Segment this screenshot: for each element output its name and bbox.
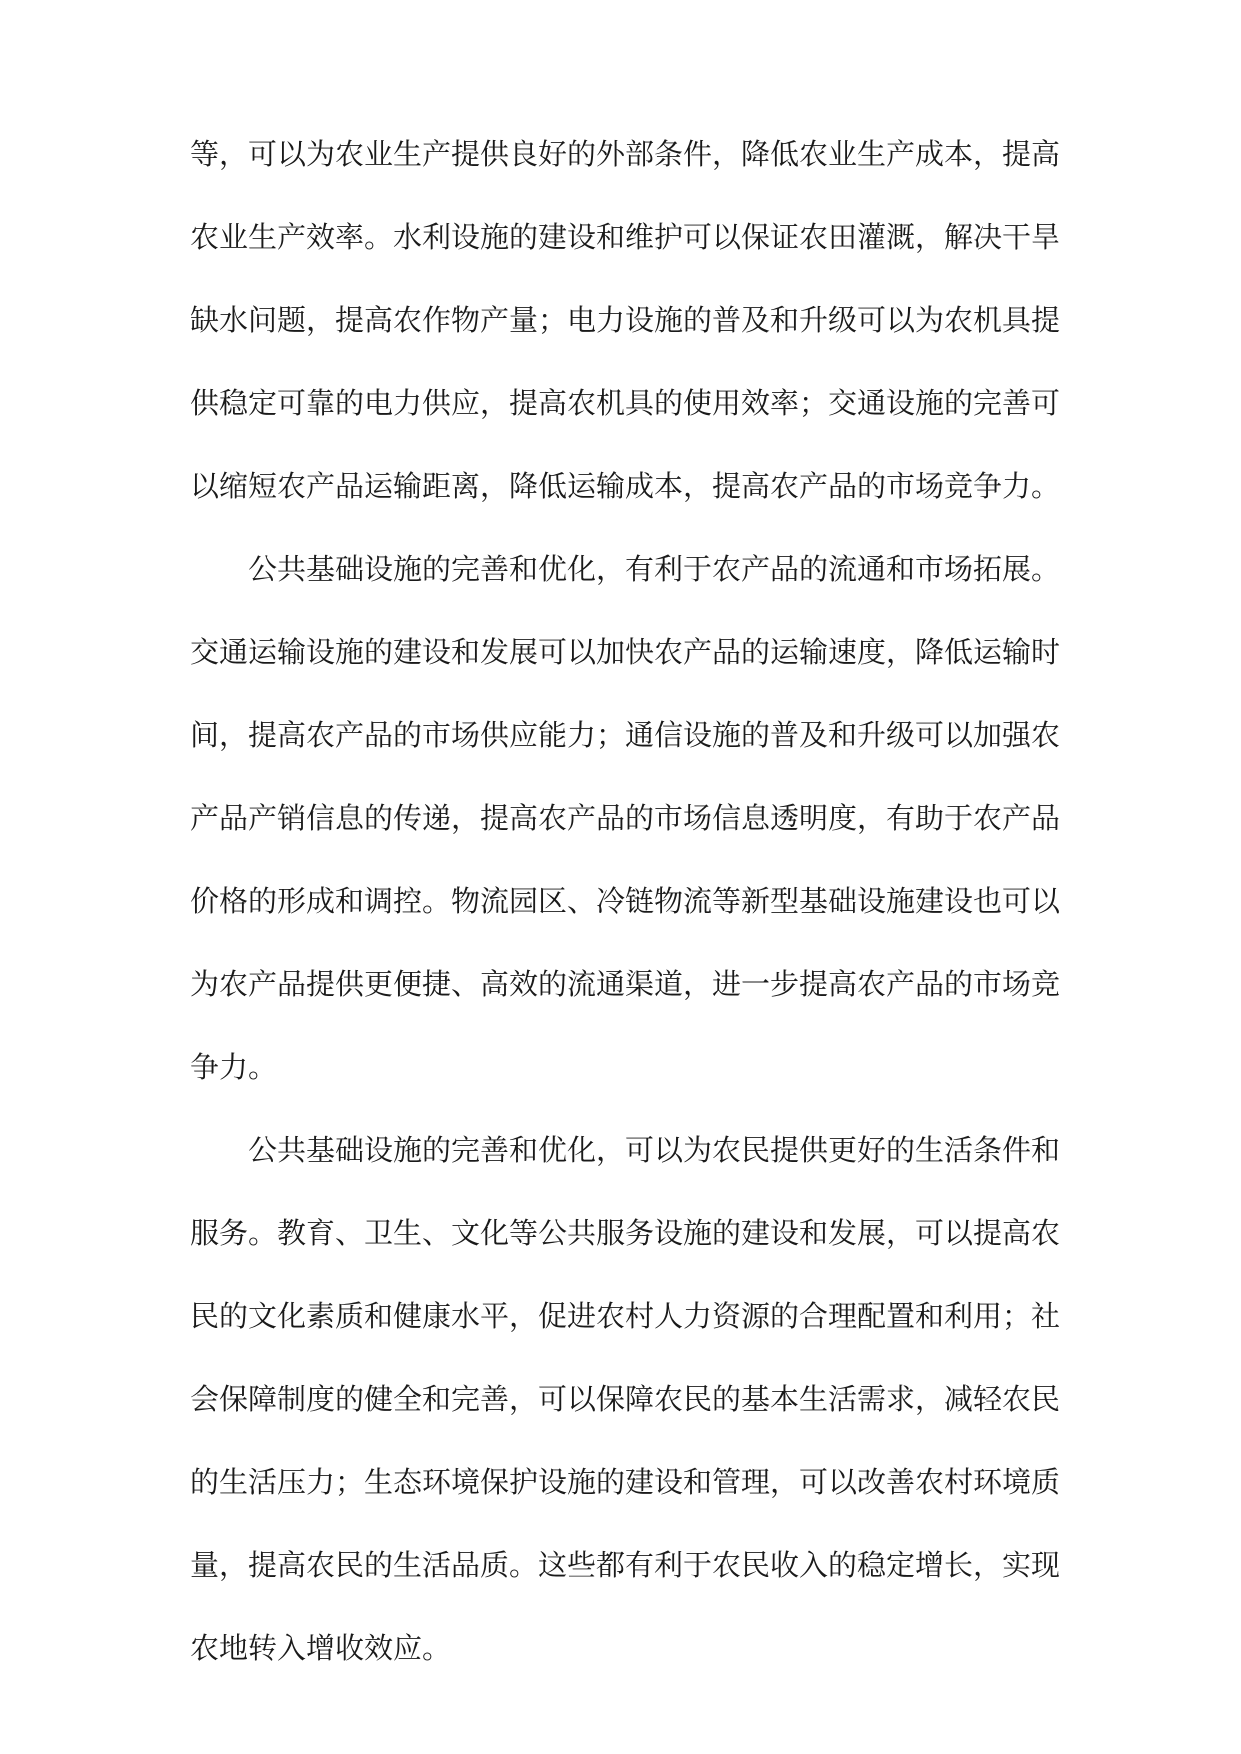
paragraph-1-line-4: 供稳定可靠的电力供应，提高农机具的使用效率；交通设施的完善可: [190, 386, 1061, 420]
paragraph-3-line-5: 的生活压力；生态环境保护设施的建设和管理，可以改善农村环境质: [190, 1465, 1061, 1499]
paragraph-3-line-2: 服务。教育、卫生、文化等公共服务设施的建设和发展，可以提高农: [190, 1216, 1061, 1250]
paragraph-1-line-2: 农业生产效率。水利设施的建设和维护可以保证农田灌溉，解决干旱: [190, 220, 1061, 254]
paragraph-3-line-6: 量，提高农民的生活品质。这些都有利于农民收入的稳定增长，实现: [190, 1548, 1061, 1582]
paragraph-2-line-1: 公共基础设施的完善和优化，有利于农产品的流通和市场拓展。: [248, 552, 1061, 586]
paragraph-2-line-7: 争力。: [190, 1050, 278, 1084]
paragraph-2-line-5: 价格的形成和调控。物流园区、冷链物流等新型基础设施建设也可以: [190, 884, 1061, 918]
paragraph-1-line-5: 以缩短农产品运输距离，降低运输成本，提高农产品的市场竞争力。: [190, 469, 1061, 503]
document-body: [190, 136, 1061, 1713]
paragraph-3-line-3: 民的文化素质和健康水平，促进农村人力资源的合理配置和利用；社: [190, 1299, 1061, 1333]
paragraph-3-line-1: 公共基础设施的完善和优化，可以为农民提供更好的生活条件和: [248, 1133, 1061, 1167]
paragraph-2-line-4: 产品产销信息的传递，提高农产品的市场信息透明度，有助于农产品: [190, 801, 1061, 835]
paragraph-1-line-3: 缺水问题，提高农作物产量；电力设施的普及和升级可以为农机具提: [190, 303, 1061, 337]
paragraph-2-line-6: 为农产品提供更便捷、高效的流通渠道，进一步提高农产品的市场竞: [190, 967, 1061, 1001]
paragraph-3-line-4: 会保障制度的健全和完善，可以保障农民的基本生活需求，减轻农民: [190, 1382, 1061, 1416]
paragraph-2-line-2: 交通运输设施的建设和发展可以加快农产品的运输速度，降低运输时: [190, 635, 1061, 669]
paragraph-3-line-7: 农地转入增收效应。: [190, 1631, 452, 1665]
paragraph-1-line-1: 等，可以为农业生产提供良好的外部条件，降低农业生产成本，提高: [190, 137, 1061, 171]
paragraph-2-line-3: 间，提高农产品的市场供应能力；通信设施的普及和升级可以加强农: [190, 718, 1061, 752]
